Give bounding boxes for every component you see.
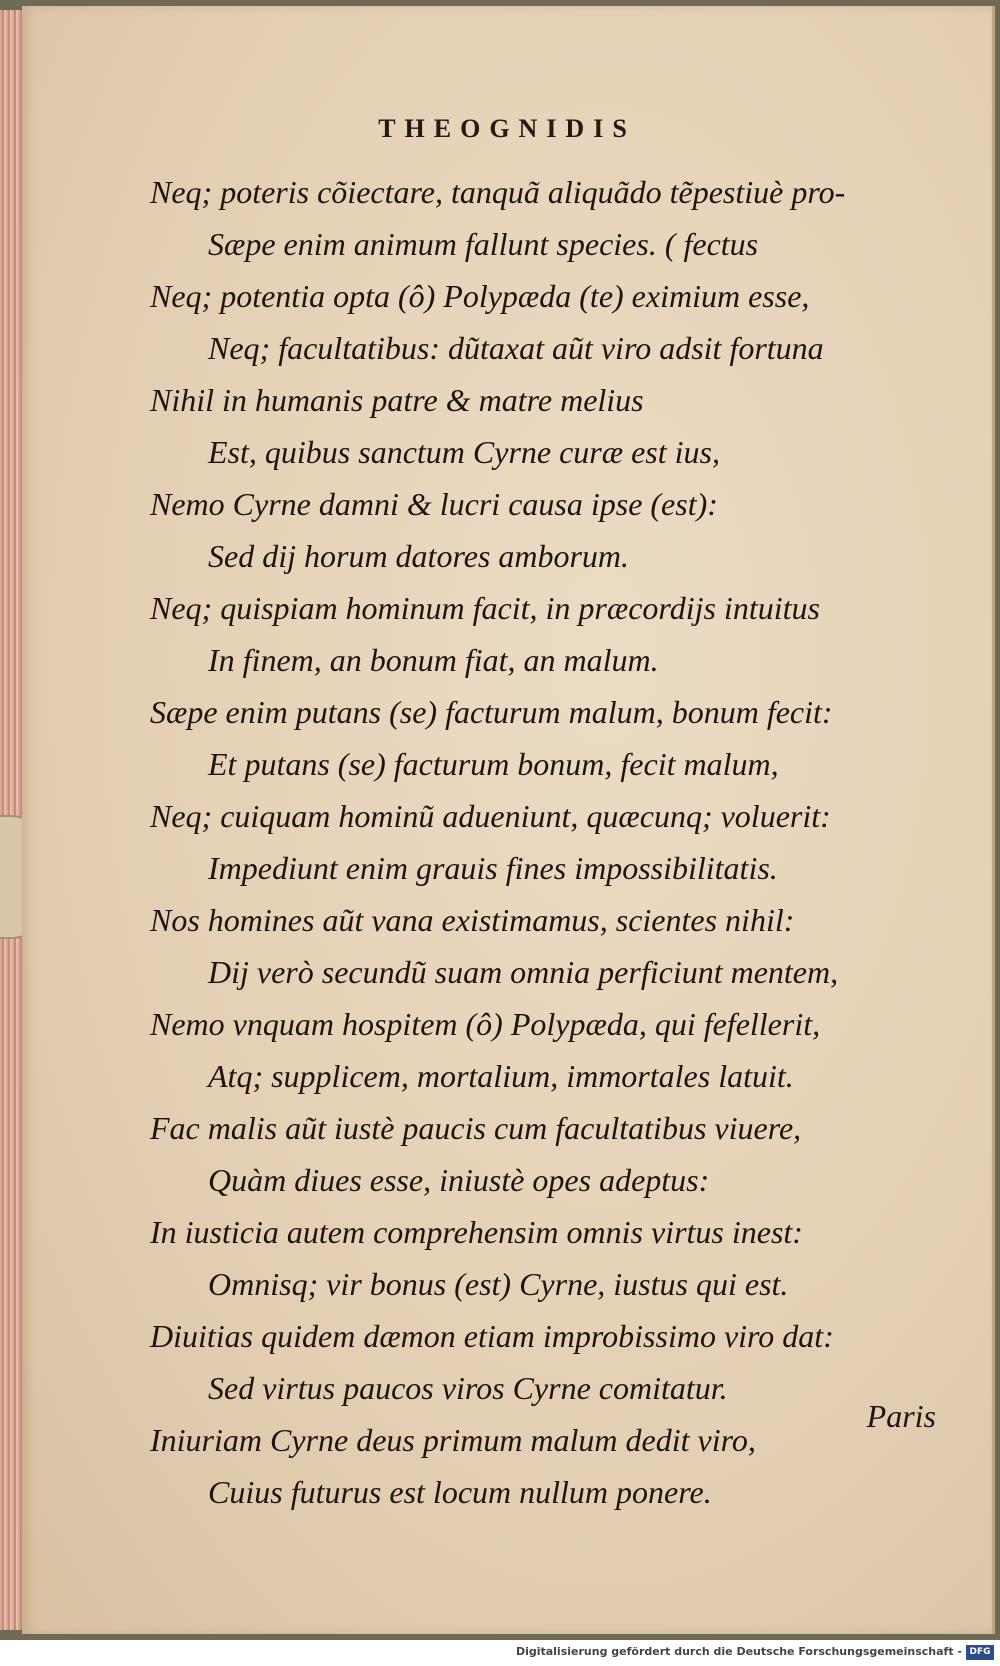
verse-line: Impediunt enim grauis fines impossibilitatis.	[208, 850, 778, 886]
verse-line: Neq; potentia opta (ô) Polypæda (te) eximium esse,	[150, 278, 810, 314]
book-page	[22, 6, 995, 1634]
verse-line: Dij verò secundũ suam omnia perficiunt mentem,	[208, 954, 839, 990]
verse-block	[150, 166, 980, 1518]
verse-line: Quàm diues esse, iniustè opes adeptus:	[208, 1162, 710, 1198]
digitization-note: Digitalisierung gefördert durch die Deutsche Forschungsgemeinschaft -	[515, 1645, 962, 1658]
verse-line: Sæpe enim putans (se) facturum malum, bonum fecit:	[150, 694, 833, 730]
verse-line: Cuius futurus est locum nullum ponere.	[208, 1474, 712, 1510]
catchword: Paris	[866, 1398, 936, 1434]
verse-line: Neq; quispiam hominum facit, in præcordijs intuitus	[150, 590, 820, 626]
verse-line: In finem, an bonum fiat, an malum.	[208, 642, 659, 678]
verse-line: Est, quibus sanctum Cyrne curæ est ius,	[208, 434, 720, 470]
verse-line: Neq; poteris cõiectare, tanquã aliquãdo tẽpestiuè pro-	[150, 174, 846, 210]
verse-line: Sed dij horum datores amborum.	[208, 538, 630, 574]
verse-line: Fac malis aũt iustè paucis cum facultatibus viuere,	[150, 1110, 802, 1146]
verse-line: In iusticia autem comprehensim omnis virtus inest:	[150, 1214, 803, 1250]
verse-line: Sed virtus paucos viros Cyrne comitatur.	[208, 1370, 728, 1406]
verse-line: Neq; cuiquam hominũ adueniunt, quæcunq; voluerit:	[150, 798, 831, 834]
dfg-logo-icon: DFG	[966, 1645, 994, 1660]
running-head: THEOGNIDIS	[378, 114, 636, 143]
verse-line: Neq; facultatibus: dũtaxat aũt viro adsit fortuna	[208, 330, 824, 366]
verse-line: Iniuriam Cyrne deus primum malum dedit viro,	[150, 1422, 756, 1458]
verse-line: Nos homines aũt vana existimamus, scientes nihil:	[150, 902, 795, 938]
verse-line: Nihil in humanis patre & matre melius	[150, 382, 644, 418]
verse-line: Nemo Cyrne damni & lucri causa ipse (est):	[150, 486, 718, 522]
verse-line: Omnisq; vir bonus (est) Cyrne, iustus qui est.	[208, 1266, 789, 1302]
verse-line: Diuitias quidem dæmon etiam improbissimo viro dat:	[150, 1318, 834, 1354]
verse-line: Sæpe enim animum fallunt species. ( fectus	[208, 226, 759, 262]
verse-line: Atq; supplicem, mortalium, immortales latuit.	[208, 1058, 794, 1094]
verse-line: Et putans (se) facturum bonum, fecit malum,	[208, 746, 779, 782]
verse-line: Nemo vnquam hospitem (ô) Polypæda, qui fefellerit,	[150, 1006, 821, 1042]
digitization-footer	[0, 1640, 1000, 1666]
